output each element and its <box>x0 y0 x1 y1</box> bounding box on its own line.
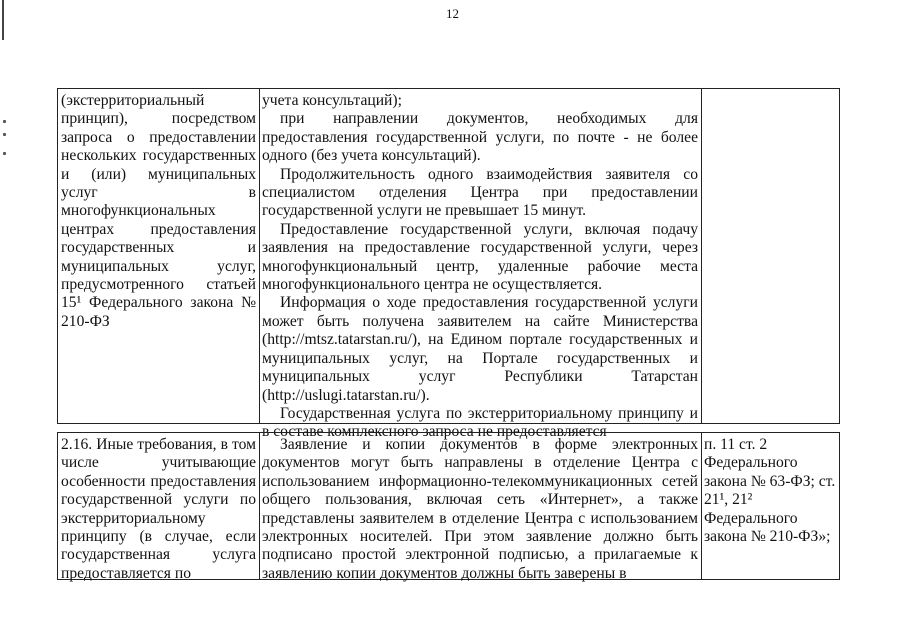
paragraph: Предоставление государственной услуги, включая подачу заявления на предоставление государственной услуги, через многофункциональный центр, удаленные рабочие места многофункционального центра не осуществляется. <box>262 220 698 294</box>
column-border <box>57 433 58 579</box>
paragraph: Продолжительность одного взаимодействия заявителя со специалистом отделения Центра при предоставлении государственной услуги не превышает 15 минут. <box>262 165 698 220</box>
row2-legal-basis: п. 11 ст. 2 Федерального закона № 63-ФЗ; ст. 21¹, 21² Федерального закона № 210-ФЗ»; <box>704 436 836 546</box>
margin-dot <box>3 120 6 123</box>
paragraph: Государственная услуга по экстерриториальному принципу и в составе комплексного запроса не предоставляется <box>262 404 698 441</box>
margin-dot <box>3 152 6 155</box>
column-border <box>259 89 260 423</box>
row1-requirement-text: (экстерриториальный принцип), посредством запроса о предоставлении нескольких государственных и (или) муниципальных услуг в многофункциональных центрах предоставления государственных и муниципальных услуг, предусмотренного статьей 15¹ Федерального закона № 210-ФЗ <box>61 92 256 330</box>
table-row <box>57 432 840 580</box>
margin-dot <box>3 133 6 136</box>
row2-requirement-text: 2.16. Иные требования, в том числе учитывающие особенности предоставления государственной услуги по экстерриториальному принципу (в случае, если государственная услуга предоставляется по <box>61 436 256 582</box>
column-border <box>839 89 840 423</box>
paragraph: Заявление и копии документов в форме электронных документов могут быть направлены в отделение Центра с использованием информационно-телекоммуникационных сетей общего пользования, включая сеть «Интернет», а также представлены заявителем в отделение Центра с использованием электронных носителей. При этом заявление должно быть подписано простой электронной подписью, а прилагаемые к заявлению копии документов должны быть заверены в <box>262 436 698 582</box>
column-border <box>839 433 840 579</box>
column-border <box>259 433 260 579</box>
row2-description <box>262 436 698 583</box>
column-border <box>57 89 58 423</box>
paragraph: при направлении документов, необходимых для предоставления государственной услуги, по почте - не более одного (без учета консультаций). <box>262 110 698 165</box>
margin-mark <box>2 0 4 40</box>
page-number: 12 <box>446 6 459 21</box>
column-border <box>701 89 702 423</box>
paragraph: Информация о ходе предоставления государственной услуги может быть получена заявителем на сайте Министерства (http://mtsz.tatarstan.ru/), на Едином портале государственных и муниципальных услуг, на Портале государственных и муниципальных услуг Республики Татарстан (http://uslugi.tatarstan.ru/). <box>262 294 698 404</box>
table-row <box>57 88 840 441</box>
row1-description <box>262 92 698 442</box>
paragraph: учета консультаций); <box>262 92 402 109</box>
column-border <box>701 433 702 579</box>
